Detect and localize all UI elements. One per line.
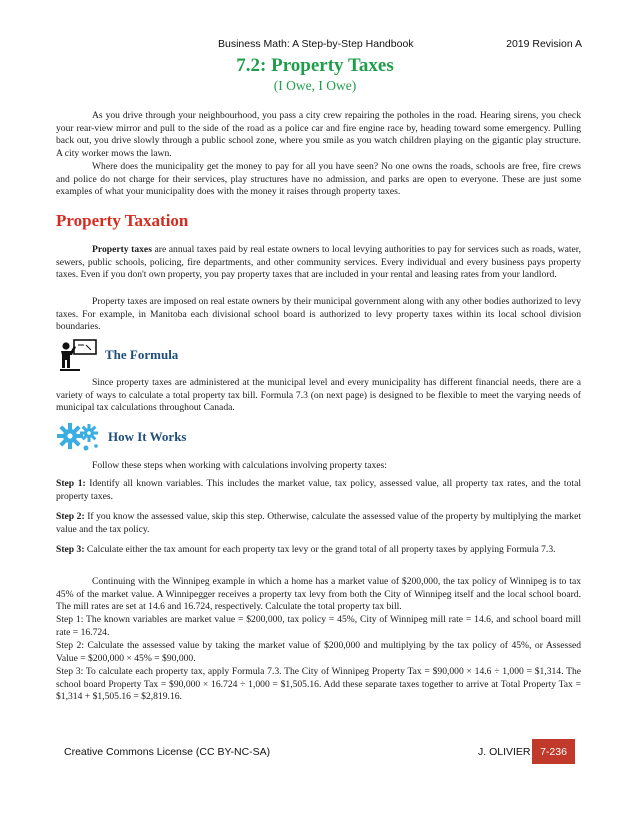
formula-paragraph: Since property taxes are administered at the municipal level and every municipality has different financial needs, there are a variety of ways to calculate a total property tax bill. Formula 7.3 (on next page) is designed to be flexible to meet the varying needs of municipal tax calculations throughout Canada. (56, 377, 581, 414)
gears-icon (56, 420, 102, 459)
section-paragraph-1 (56, 244, 581, 282)
example-step-1: Step 1: The known variables are market value = $200,000, tax policy = 45%, City of Winnipeg mill rate = 14.6, and school board mill rate = 16.724. (56, 614, 581, 638)
header-book-title: Business Math: A Step-by-Step Handbook (218, 38, 414, 50)
step-1-label: Step 1: (56, 478, 86, 489)
step-3-label: Step 3: (56, 544, 85, 555)
term-property-taxes: Property taxes (92, 244, 152, 255)
step-2-label: Step 2: (56, 511, 85, 522)
example-intro: Continuing with the Winnipeg example in which a home has a market value of $200,000, the tax policy of Winnipeg is to tax 45% of the market value. A Winnipegger receives a property tax levy from both the City of Winnipeg itself and the local school board. The mill rates are set at 14.6 and 16.724, respectively. Calculate the total property tax bill. (56, 576, 581, 613)
step-1-text: Identify all known variables. This includes the market value, tax policy, assessed value, all property tax rates, and the total property taxes. (56, 478, 581, 502)
page-number-badge: 7-236 (532, 739, 575, 764)
how-it-works-intro: Follow these steps when working with calculations involving property taxes: (92, 460, 387, 471)
how-it-works-heading: How It Works (108, 429, 187, 444)
intro-paragraph-1: As you drive through your neighbourhood, you pass a city crew repairing the potholes in the road. Hearing sirens, you check your rear-view mirror and pull to the side of the road as a police car and fire engine race by, heading toward some emergency. Pulling back out, you drive slowly through a public school zone, where you smile as you watch children playing on the gigantic play structure. A city worker mows the lawn. (56, 110, 581, 159)
step-2 (56, 511, 581, 536)
example-step-2: Step 2: Calculate the assessed value by taking the market value of $200,000 and multiplying by the tax policy of 45%, or Assessed Value = $200,000 × 45% = $90,000. (56, 640, 581, 664)
step-2-text: If you know the assessed value, skip this step. Otherwise, calculate the assessed value of the property by multiplying the market value and the tax policy. (56, 511, 581, 535)
example-step-3: Step 3: To calculate each property tax, apply Formula 7.3. The City of Winnipeg Property Tax = $90,000 × 14.6 ÷ 1,000 = $1,314. The school board Property Tax = $90,000 × 16.724 ÷ 1,000 = $1,505.16. Add these separate taxes together to arrive at Total Property Tax = $1,314 + $1,505.16 = $2,819.16. (56, 666, 581, 703)
footer-author: J. OLIVIER (478, 746, 531, 758)
page-title: 7.2: Property Taxes (236, 55, 394, 76)
page-subtitle: (I Owe, I Owe) (273, 78, 357, 93)
step-3-text: Calculate either the tax amount for each property tax levy or the grand total of all property taxes by applying Formula 7.3. (84, 544, 556, 555)
section-heading: Property Taxation (56, 211, 189, 230)
section-paragraph-1-text: are annual taxes paid by real estate owners to local levying authorities to pay for services such as roads, water, sewers, public schools, policing, fire departments, and other community services. Every individual and every business pays property taxes. Even if you don't own property, you pay property taxes that are included in your rental and leasing rates from your landlord. (56, 244, 582, 281)
section-paragraph-2: Property taxes are imposed on real estate owners by their municipal government along with any other bodies authorized to levy taxes. For example, in Manitoba each divisional school board is authorized to levy property taxes within its local school division boundaries. (56, 296, 581, 333)
header-revision: 2019 Revision A (506, 38, 582, 50)
step-3 (56, 544, 581, 557)
teacher-icon (58, 338, 98, 377)
formula-heading: The Formula (105, 347, 179, 362)
footer-license: Creative Commons License (CC BY-NC-SA) (64, 746, 271, 758)
intro-paragraph-2: Where does the municipality get the money to pay for all you have seen? No one owns the roads, schools are free, fire crews and police do not charge for their services, play structures have no admission, and parks are open to everyone. These are just some examples of what your municipality does with the money it raises through property taxes. (56, 161, 581, 198)
step-1 (56, 478, 581, 503)
